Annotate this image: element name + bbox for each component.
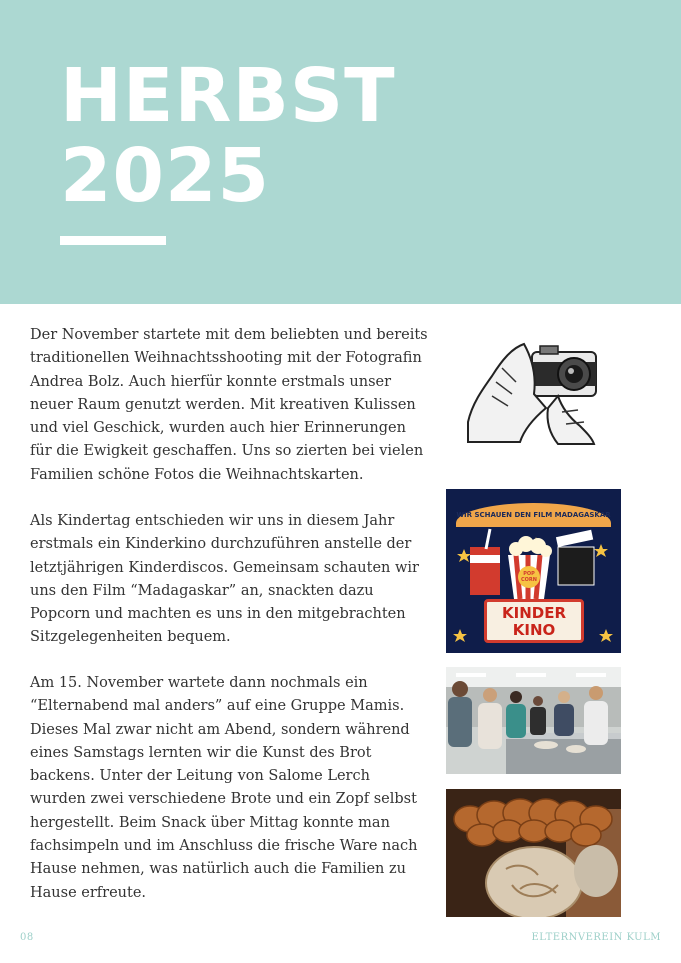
title-underline (60, 236, 166, 245)
kino-arc-banner: WIR SCHAUEN DEN FILM MADAGASKAR (456, 503, 611, 527)
sign-line-1: KINDER (501, 604, 566, 622)
kinder-kino-sign (484, 599, 584, 643)
title-line-1: HERBST (60, 53, 396, 139)
paragraph-kinderkino: Als Kindertag entschieden wir uns in diesem Jahr erstmals ein Kinderkino durchzuführen anstelle der letztjährigen Kinderdiscos. Gemeinsam schauten wir uns den Film “Madagaskar” an, snackten dazu Popcorn und machten es uns in den mitgebrachten Sitzgelegenheiten bequem. (30, 513, 419, 646)
bread-photo (446, 789, 621, 917)
people-icon (446, 667, 621, 774)
camera-illustration (462, 338, 602, 446)
header-banner (0, 0, 681, 304)
bread-icon (446, 789, 621, 917)
baking-class-photo (446, 667, 621, 774)
paragraph-brotbacken: Am 15. November wartete dann nochmals ein “Elternabend mal anders” auf eine Gruppe Mamis. Dieses Mal zwar nicht am Abend, sondern während eines Samstags lernten wir die Kunst des Brot backens. Unter der Leitung von Salome Lerch wurden zwei verschiedene Brote und ein Zopf selbst hergestellt. Beim Snack über Mittag konnte man fachsimpeln und im Anschluss die frische Ware nach Hause nehmen, was natürlich auch die Familien zu Hause erfreute. (30, 675, 418, 901)
popcorn-label: POP CORN (521, 571, 537, 583)
camera-hands-icon (462, 338, 602, 446)
kinderkino-poster (446, 489, 621, 653)
sign-line-2: KINO (512, 621, 556, 639)
footer-organization: ELTERNVEREIN KULM (531, 932, 661, 943)
page-title (60, 53, 396, 219)
title-line-2: 2025 (60, 133, 270, 219)
page-number: 08 (20, 932, 34, 943)
paragraph-weihnachtsshooting: Der November startete mit dem beliebten und bereits traditionellen Weihnachtsshooting mit der Fotografin Andrea Bolz. Auch hierfür konnte erstmals unser neuer Raum genutzt werden. Mit kreativen Kulissen und viel Geschick, wurden auch hier Erinnerungen für die Ewigkeit geschaffen. Uns so zierten bei vielen Familien schöne Fotos die Weihnachtskarten. (30, 327, 428, 483)
